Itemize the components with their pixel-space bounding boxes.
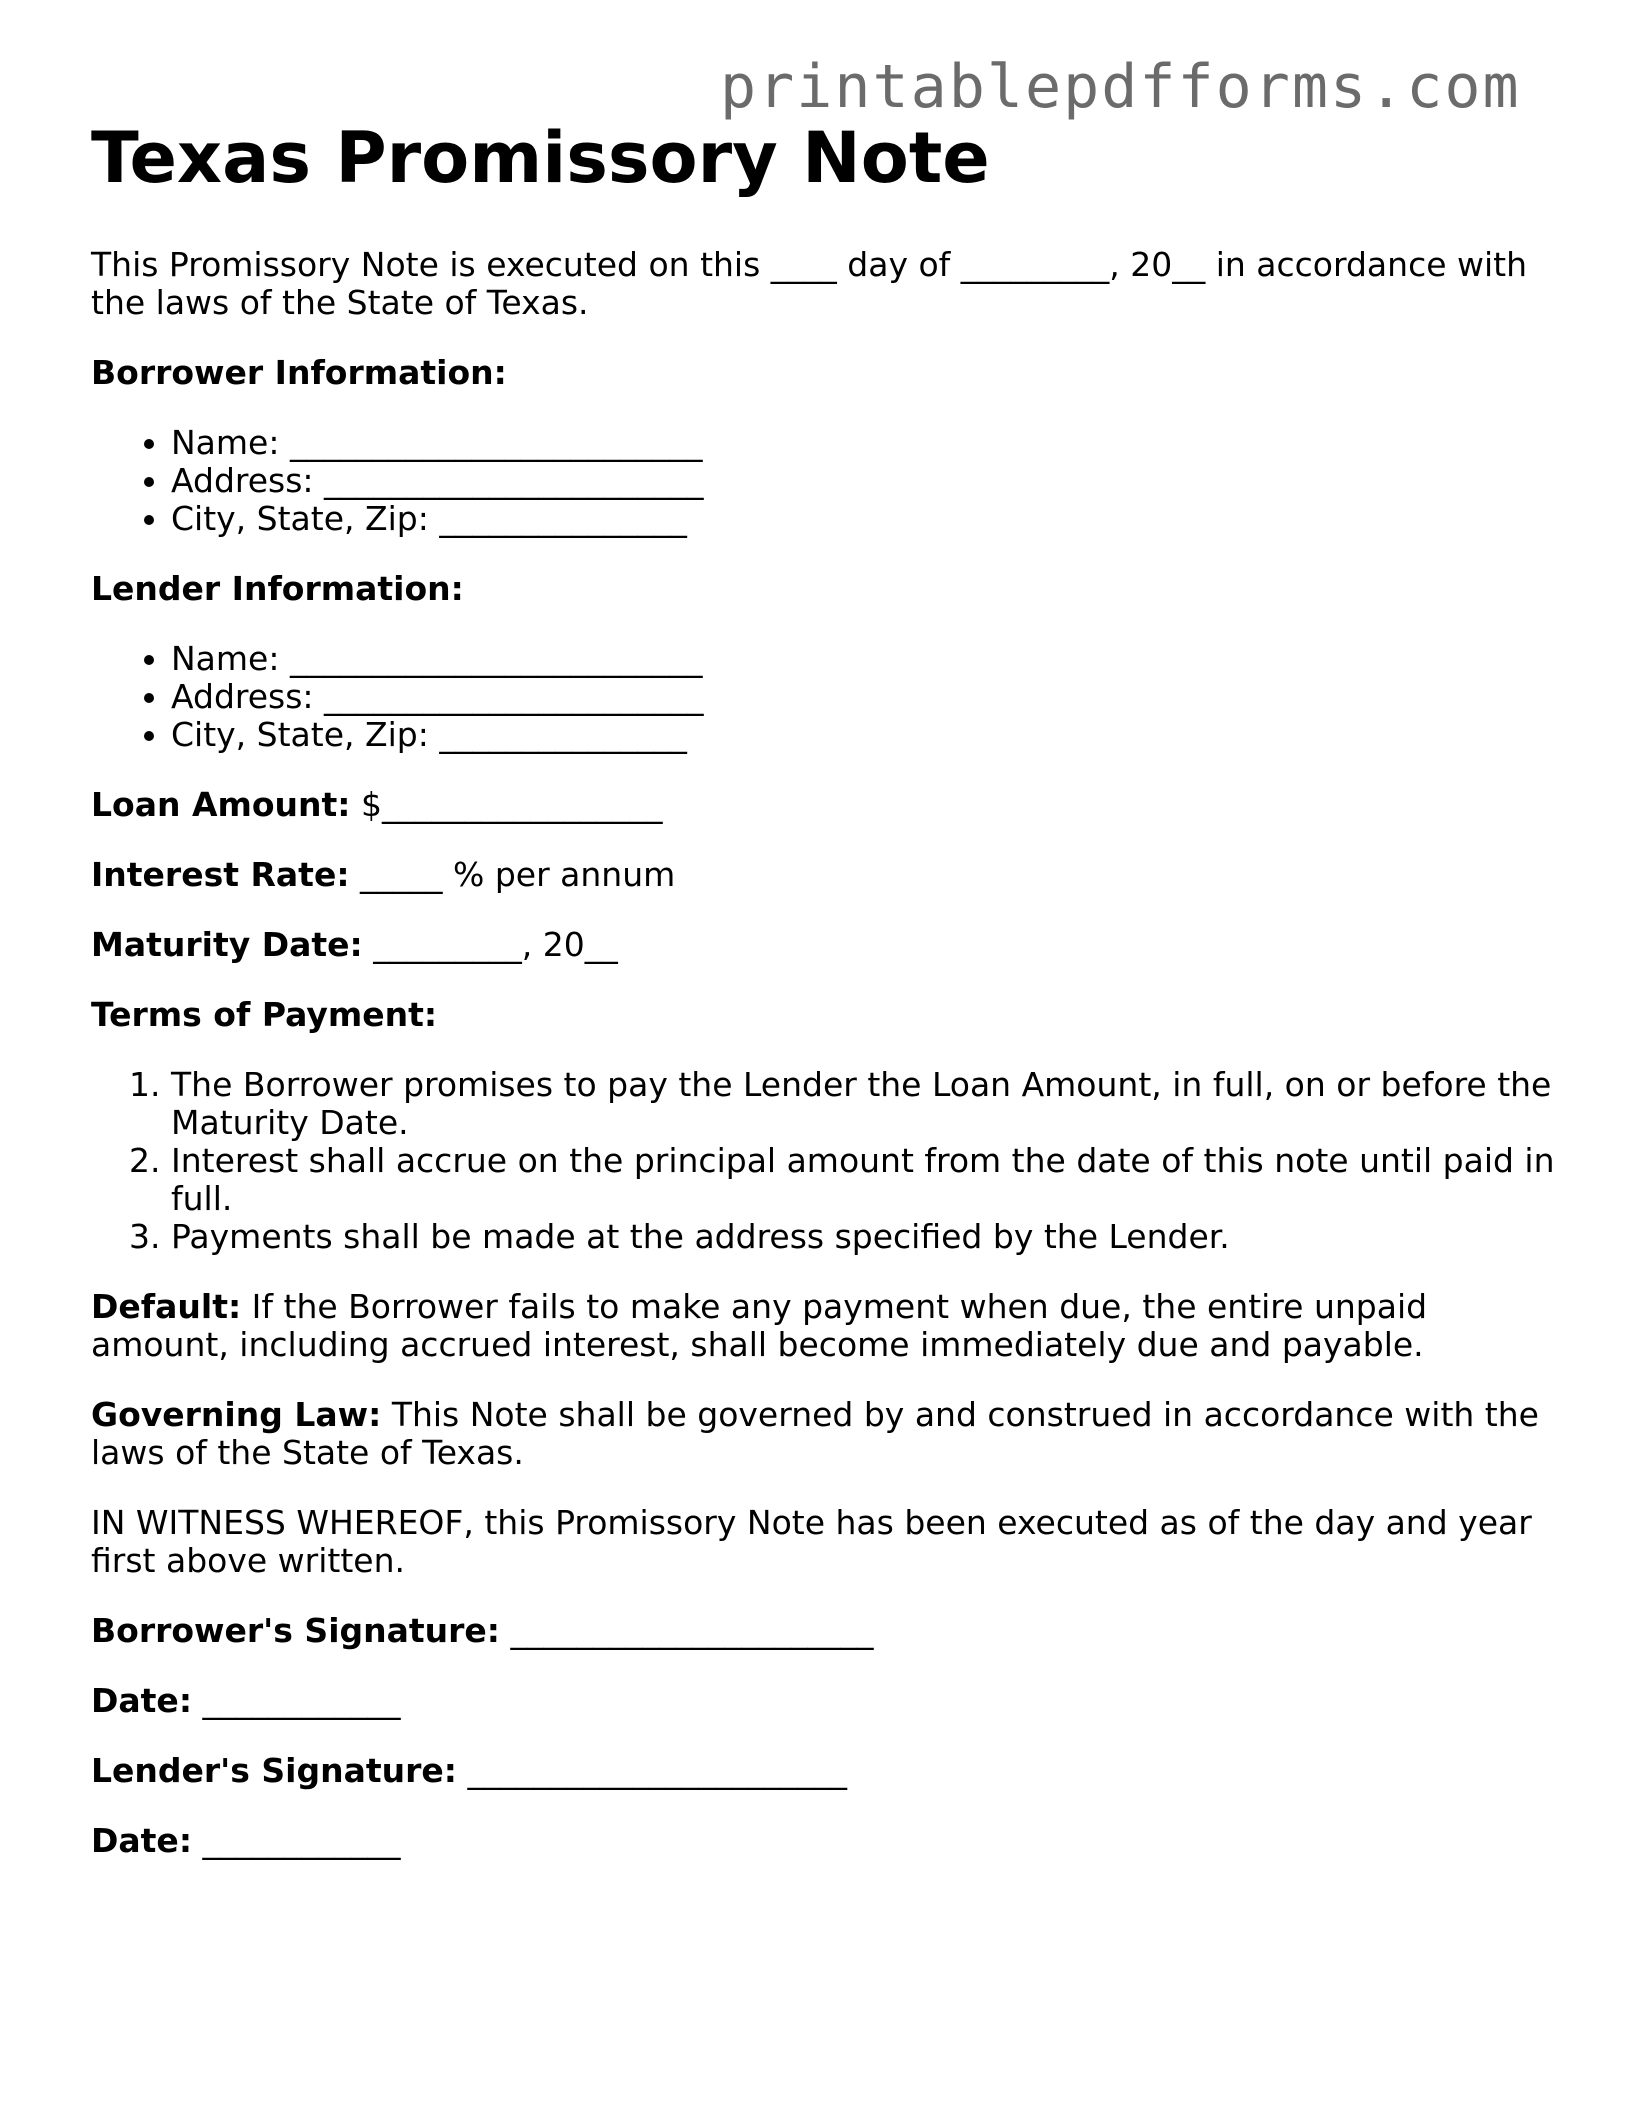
lender-date-label: Date: [91, 1821, 193, 1860]
terms-heading: Terms of Payment: [91, 995, 438, 1034]
governing-law-label: Governing Law: [91, 1395, 382, 1434]
loan-amount-blank: $_________________ [350, 785, 663, 824]
maturity-date-row [91, 926, 1561, 964]
lender-address-field: • Address: _______________________ [171, 678, 1561, 716]
interest-rate-label: Interest Rate: [91, 855, 350, 894]
governing-law-clause [91, 1396, 1561, 1472]
lender-signature-row [91, 1752, 1561, 1790]
terms-item: 1. The Borrower promises to pay the Lender the Loan Amount, in full, on or before the Maturity Date. [171, 1066, 1561, 1142]
borrower-city-field: • City, State, Zip: _______________ [171, 500, 1561, 538]
borrower-address-field: • Address: _______________________ [171, 462, 1561, 500]
maturity-date-label: Maturity Date: [91, 925, 363, 964]
loan-amount-label: Loan Amount: [91, 785, 351, 824]
borrower-signature-label: Borrower's Signature: [91, 1611, 501, 1650]
governing-law-text: This Note shall be governed by and construed in accordance with the laws of the State of Texas. [91, 1395, 1539, 1472]
intro-paragraph: This Promissory Note is executed on this ____ day of _________, 20__ in accordance with the laws of the State of Texas. [91, 245, 1528, 322]
witness-paragraph: IN WITNESS WHEREOF, this Promissory Note has been executed as of the day and year first above written. [91, 1503, 1532, 1580]
borrower-name-field: • Name: _________________________ [171, 424, 1561, 462]
lender-date-line: ____________ [192, 1821, 401, 1860]
borrower-date-row [91, 1682, 1561, 1720]
default-text: If the Borrower fails to make any payment when due, the entire unpaid amount, including accrued interest, shall become immediately due and payable. [91, 1287, 1428, 1364]
lender-signature-line: _______________________ [457, 1751, 847, 1790]
terms-list [91, 1066, 1561, 1256]
borrower-date-line: ____________ [192, 1681, 401, 1720]
lender-city-field: • City, State, Zip: _______________ [171, 716, 1561, 754]
page-title: Texas Promissory Note [91, 117, 990, 199]
borrower-heading: Borrower Information: [91, 353, 507, 392]
document-page [91, 118, 1561, 1892]
terms-item: 3. Payments shall be made at the address specified by the Lender. [171, 1218, 1561, 1256]
default-clause [91, 1288, 1561, 1364]
borrower-signature-row [91, 1612, 1561, 1650]
default-label: Default: [91, 1287, 242, 1326]
terms-item: 2. Interest shall accrue on the principal amount from the date of this note until paid in full. [171, 1142, 1561, 1218]
interest-rate-blank: _____ % per annum [349, 855, 676, 894]
borrower-fields [91, 424, 1561, 538]
lender-date-row [91, 1822, 1561, 1860]
lender-heading: Lender Information: [91, 569, 464, 608]
lender-signature-label: Lender's Signature: [91, 1751, 457, 1790]
interest-rate-row [91, 856, 1561, 894]
lender-fields [91, 640, 1561, 754]
lender-name-field: • Name: _________________________ [171, 640, 1561, 678]
watermark: printablepdfforms.com [720, 52, 1521, 122]
loan-amount-row [91, 786, 1561, 824]
borrower-signature-line: ______________________ [500, 1611, 874, 1650]
borrower-date-label: Date: [91, 1681, 193, 1720]
maturity-date-blank: _________, 20__ [362, 925, 618, 964]
